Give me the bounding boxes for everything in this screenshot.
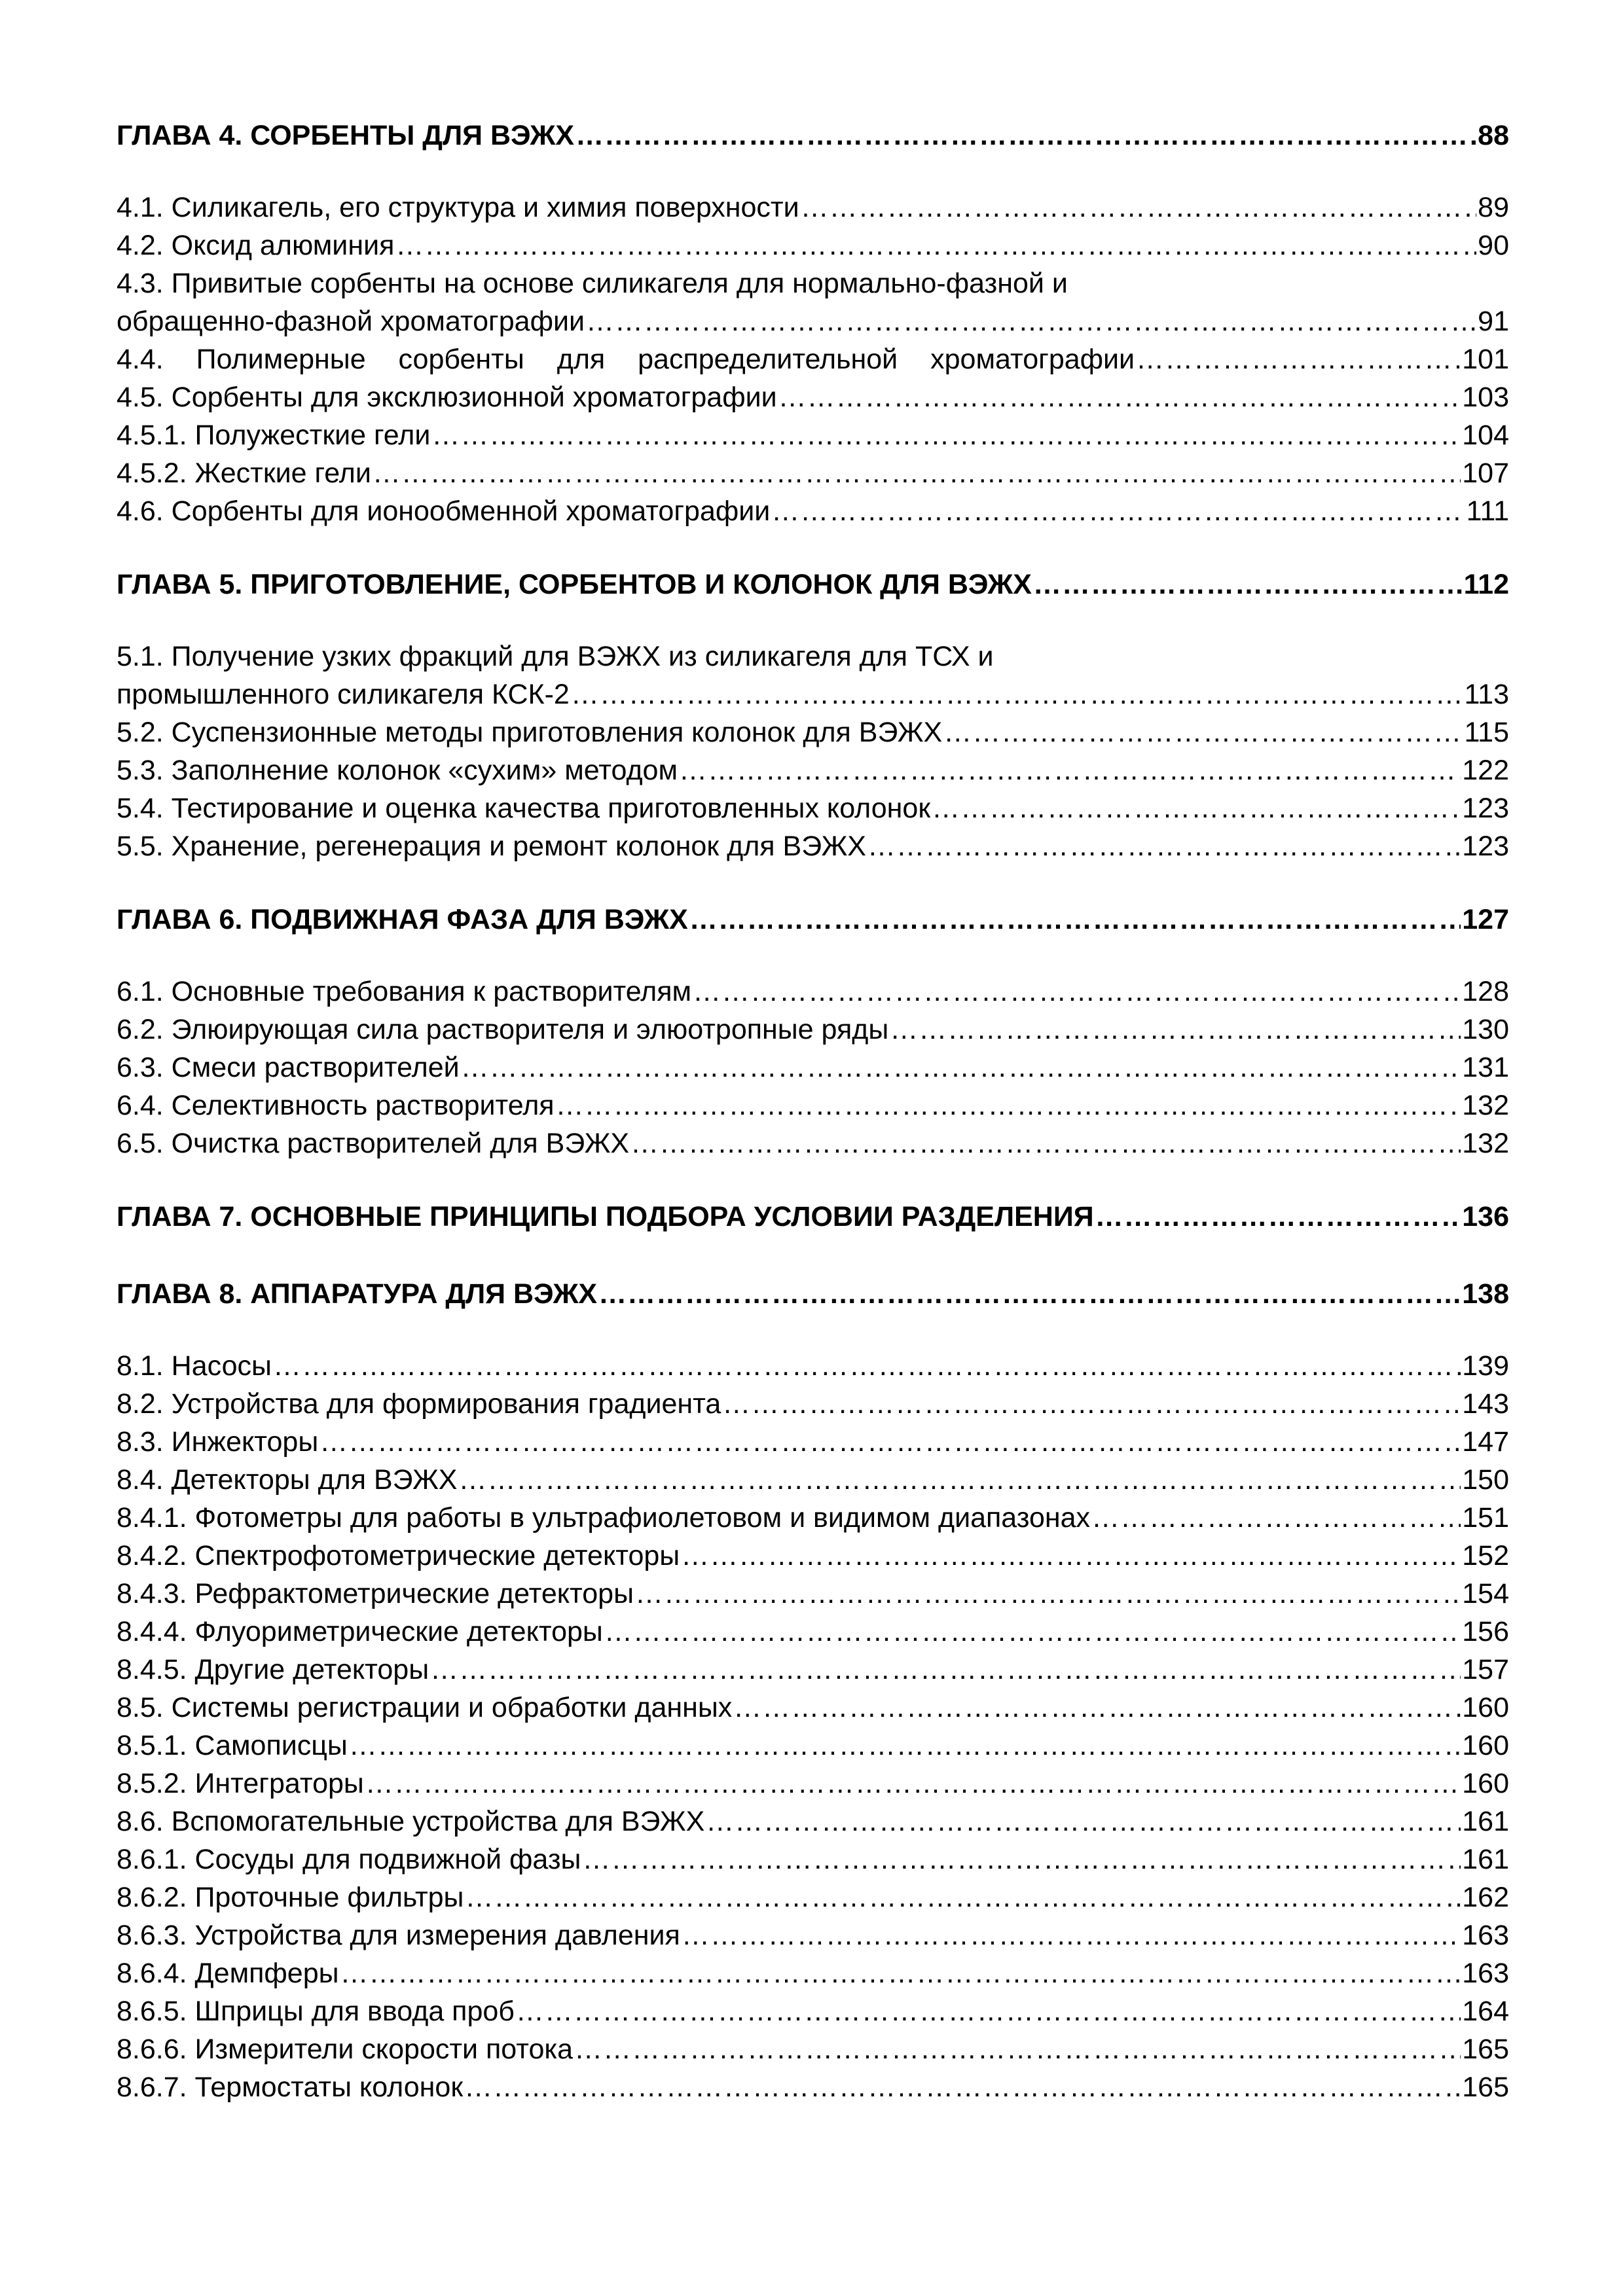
dot-leader xyxy=(867,827,1461,865)
toc-entry-page: 123 xyxy=(1462,831,1509,862)
toc-entry-page: 122 xyxy=(1462,755,1509,786)
toc-entry-8-6-3 xyxy=(117,1916,1509,1954)
dot-leader xyxy=(431,416,1461,454)
dot-leader xyxy=(586,302,1476,340)
toc-entry-title: 8.1. Насосы xyxy=(117,1350,272,1382)
toc-entry-page: 104 xyxy=(1462,420,1509,451)
dot-leader xyxy=(801,188,1477,226)
toc-entry-5-5 xyxy=(117,827,1509,865)
dot-leader xyxy=(461,1049,1461,1086)
toc-entry-8-1 xyxy=(117,1347,1509,1385)
toc-entry-title: ГЛАВА 6. ПОДВИЖНАЯ ФАЗА ДЛЯ ВЭЖХ xyxy=(117,904,688,935)
toc-entry-page: 138 xyxy=(1462,1278,1509,1310)
dot-leader xyxy=(273,1347,1461,1385)
toc-entry-5-2 xyxy=(117,713,1509,751)
dot-leader xyxy=(722,1385,1461,1423)
toc-entry-8-4-2 xyxy=(117,1537,1509,1575)
toc-entry-title: 5.3. Заполнение колонок «сухим» методом xyxy=(117,755,678,786)
dot-leader xyxy=(630,1124,1461,1162)
toc-entry-title: 5.1. Получение узких фракций для ВЭЖХ из силикагеля для ТСХ и xyxy=(117,641,994,672)
toc-entry-title: 8.5.2. Интеграторы xyxy=(117,1768,364,1799)
toc-entry-page: 163 xyxy=(1462,1958,1509,1989)
toc-entry-page: 165 xyxy=(1462,2072,1509,2103)
toc-entry-page: 147 xyxy=(1462,1426,1509,1458)
toc-entry-title: 8.3. Инжекторы xyxy=(117,1426,319,1458)
dot-leader xyxy=(604,1613,1461,1651)
dot-leader xyxy=(693,973,1461,1011)
dot-leader xyxy=(464,2068,1461,2106)
toc-entry-title: 8.4. Детекторы для ВЭЖХ xyxy=(117,1464,458,1496)
dot-leader xyxy=(1136,340,1461,378)
toc-entry-page: 90 xyxy=(1478,230,1509,261)
toc-entry-title: ГЛАВА 8. АППАРАТУРА ДЛЯ ВЭЖХ xyxy=(117,1278,598,1310)
toc-entry-title: 8.6.2. Проточные фильтры xyxy=(117,1882,464,1913)
toc-entry-title: 4.1. Силикагель, его структура и химия поверхности xyxy=(117,192,799,223)
toc-chapter-5 xyxy=(117,562,1509,607)
toc-entry-title: 5.4. Тестирование и оценка качества приготовленных колонок xyxy=(117,793,931,824)
dot-leader xyxy=(575,113,1476,158)
dot-leader xyxy=(365,1765,1461,1803)
toc-entry-8-6-1 xyxy=(117,1840,1509,1878)
toc-entry-title: ГЛАВА 5. ПРИГОТОВЛЕНИЕ, СОРБЕНТОВ И КОЛОНОК ДЛЯ ВЭЖХ xyxy=(117,569,1032,600)
toc-entry-page: 88 xyxy=(1478,120,1509,151)
toc-chapter-4 xyxy=(117,113,1509,158)
toc-entry-4-4 xyxy=(117,340,1509,378)
dot-leader xyxy=(943,713,1463,751)
toc-entry-5-1-line2 xyxy=(117,675,1509,713)
toc-entry-page: 115 xyxy=(1464,717,1509,748)
toc-entry-8-6-2 xyxy=(117,1878,1509,1916)
dot-leader xyxy=(1033,562,1463,607)
dot-leader xyxy=(598,1271,1461,1317)
toc-entry-8-4 xyxy=(117,1461,1509,1499)
toc-entry-title: 5.2. Суспензионные методы приготовления колонок для ВЭЖХ xyxy=(117,717,943,748)
toc-entry-page: 160 xyxy=(1462,1768,1509,1799)
dot-leader xyxy=(1095,1194,1461,1240)
dot-leader xyxy=(458,1461,1461,1499)
toc-entry-page: 165 xyxy=(1462,2034,1509,2065)
toc-entry-8-6-5 xyxy=(117,1992,1509,2030)
toc-entry-page: 150 xyxy=(1462,1464,1509,1496)
toc-entry-page: 136 xyxy=(1462,1201,1509,1232)
dot-leader xyxy=(682,1916,1461,1954)
dot-leader xyxy=(679,751,1461,789)
dot-leader xyxy=(556,1086,1461,1124)
toc-entry-page: 160 xyxy=(1462,1730,1509,1761)
toc-entry-title: 8.2. Устройства для формирования градиента xyxy=(117,1388,721,1420)
toc-entry-title: 8.4.4. Флуориметрические детекторы xyxy=(117,1616,603,1647)
toc-entry-5-3 xyxy=(117,751,1509,789)
toc-entry-title: 6.1. Основные требования к растворителям xyxy=(117,976,692,1007)
toc-entry-title: 8.6.6. Измерители скорости потока xyxy=(117,2034,574,2065)
toc-entry-title: 4.5. Сорбенты для эксклюзионной хроматографии xyxy=(117,382,777,413)
toc-entry-page: 101 xyxy=(1462,344,1509,375)
toc-chapter-6 xyxy=(117,897,1509,942)
dot-leader xyxy=(319,1423,1461,1461)
toc-entry-4-3-line1 xyxy=(117,264,1509,302)
toc-entry-8-3 xyxy=(117,1423,1509,1461)
toc-entry-title: 4.6. Сорбенты для ионообменной хроматографии xyxy=(117,495,771,527)
toc-entry-title: 6.3. Смеси растворителей xyxy=(117,1052,460,1083)
toc-entry-page: 143 xyxy=(1462,1388,1509,1420)
dot-leader xyxy=(582,1840,1461,1878)
toc-entry-page: 162 xyxy=(1462,1882,1509,1913)
toc-entry-page: 103 xyxy=(1462,382,1509,413)
toc-entry-title: 8.6.5. Шприцы для ввода проб xyxy=(117,1996,515,2027)
toc-entry-title: 8.6.4. Демпферы xyxy=(117,1958,339,1989)
toc-entry-8-4-5 xyxy=(117,1651,1509,1689)
toc-entry-4-5-2 xyxy=(117,454,1509,492)
toc-entry-title: ГЛАВА 7. ОСНОВНЫЕ ПРИНЦИПЫ ПОДБОРА УСЛОВИИ РАЗДЕЛЕНИЯ xyxy=(117,1201,1094,1232)
toc-entry-title: 4.2. Оксид алюминия xyxy=(117,230,395,261)
toc-entry-title: 4.4. Полимерные сорбенты для распределительной хроматографии xyxy=(117,344,1135,375)
toc-entry-8-6-6 xyxy=(117,2030,1509,2068)
toc-entry-title: 8.6.3. Устройства для измерения давления xyxy=(117,1920,680,1951)
toc-entry-8-5-2 xyxy=(117,1765,1509,1803)
toc-entry-6-2 xyxy=(117,1011,1509,1049)
toc-entry-page: 128 xyxy=(1462,976,1509,1007)
toc-entry-8-6-4 xyxy=(117,1954,1509,1992)
toc-entry-6-1 xyxy=(117,973,1509,1011)
toc-entry-title: 5.5. Хранение, регенерация и ремонт колонок для ВЭЖХ xyxy=(117,831,866,862)
toc-entry-title: 8.4.3. Рефрактометрические детекторы xyxy=(117,1578,634,1609)
toc-entry-title: 8.6.7. Термостаты колонок xyxy=(117,2072,464,2103)
toc-entry-8-5-1 xyxy=(117,1727,1509,1765)
dot-leader xyxy=(465,1878,1461,1916)
toc-entry-title: 8.4.5. Другие детекторы xyxy=(117,1654,429,1685)
toc-entry-8-6 xyxy=(117,1803,1509,1840)
toc-entry-page: 161 xyxy=(1462,1806,1509,1837)
dot-leader xyxy=(932,789,1461,827)
toc-entry-6-3 xyxy=(117,1049,1509,1086)
toc-entry-page: 157 xyxy=(1462,1654,1509,1685)
toc-entry-8-5 xyxy=(117,1689,1509,1727)
dot-leader xyxy=(395,226,1476,264)
toc-entry-title: 8.4.1. Фотометры для работы в ультрафиолетовом и видимом диапазонах xyxy=(117,1502,1091,1534)
toc-chapter-7 xyxy=(117,1194,1509,1240)
toc-entry-4-5-1 xyxy=(117,416,1509,454)
toc-entry-6-4 xyxy=(117,1086,1509,1124)
toc-entry-title: 6.4. Селективность растворителя xyxy=(117,1090,555,1121)
toc-entry-page: 113 xyxy=(1464,679,1509,710)
toc-entry-page: 152 xyxy=(1462,1540,1509,1571)
toc-entry-page: 131 xyxy=(1462,1052,1509,1083)
toc-entry-page: 111 xyxy=(1466,495,1509,527)
dot-leader xyxy=(1091,1499,1461,1537)
toc-entry-page: 130 xyxy=(1462,1014,1509,1045)
toc-entry-4-2 xyxy=(117,226,1509,264)
toc-entry-page: 127 xyxy=(1462,904,1509,935)
dot-leader xyxy=(635,1575,1461,1613)
toc-entry-page: 164 xyxy=(1462,1996,1509,2027)
dot-leader xyxy=(340,1954,1461,1992)
toc-entry-8-4-4 xyxy=(117,1613,1509,1651)
dot-leader xyxy=(349,1727,1461,1765)
toc-entry-page: 156 xyxy=(1462,1616,1509,1647)
toc-entry-5-1-line1 xyxy=(117,637,1509,675)
toc-entry-title: промышленного силикагеля КСК-2 xyxy=(117,679,570,710)
toc-entry-title: 8.6. Вспомогательные устройства для ВЭЖХ xyxy=(117,1806,705,1837)
toc-entry-page: 132 xyxy=(1462,1128,1509,1159)
toc-entry-page: 89 xyxy=(1478,192,1509,223)
toc-entry-title: 8.5.1. Самописцы xyxy=(117,1730,348,1761)
toc-entry-title: обращенно-фазной хроматографии xyxy=(117,306,585,337)
toc-entry-page: 91 xyxy=(1478,306,1509,337)
toc-entry-8-6-7 xyxy=(117,2068,1509,2106)
toc-entry-title: 4.5.2. Жесткие гели xyxy=(117,457,371,489)
toc-entry-page: 163 xyxy=(1462,1920,1509,1951)
dot-leader xyxy=(689,897,1461,942)
toc-entry-5-4 xyxy=(117,789,1509,827)
toc-entry-page: 107 xyxy=(1462,457,1509,489)
toc-entry-4-1 xyxy=(117,188,1509,226)
dot-leader xyxy=(890,1011,1461,1049)
toc-entry-title: 4.5.1. Полужесткие гели xyxy=(117,420,431,451)
dot-leader xyxy=(706,1803,1461,1840)
toc-entry-title: 8.5. Системы регистрации и обработки данных xyxy=(117,1692,733,1723)
dot-leader xyxy=(681,1537,1461,1575)
dot-leader xyxy=(771,492,1465,530)
toc-entry-8-4-3 xyxy=(117,1575,1509,1613)
dot-leader xyxy=(571,675,1463,713)
toc-entry-title: ГЛАВА 4. СОРБЕНТЫ ДЛЯ ВЭЖХ xyxy=(117,120,575,151)
toc-entry-page: 112 xyxy=(1463,569,1509,600)
toc-entry-page: 160 xyxy=(1462,1692,1509,1723)
toc-chapter-8 xyxy=(117,1271,1509,1317)
toc-entry-4-5 xyxy=(117,378,1509,416)
toc-entry-page: 123 xyxy=(1462,793,1509,824)
dot-leader xyxy=(516,1992,1461,2030)
toc-entry-8-4-1 xyxy=(117,1499,1509,1537)
toc-entry-title: 6.2. Элюирующая сила растворителя и элюотропные ряды xyxy=(117,1014,889,1045)
table-of-contents xyxy=(117,113,1509,2106)
dot-leader xyxy=(430,1651,1461,1689)
toc-entry-page: 151 xyxy=(1462,1502,1509,1534)
toc-entry-page: 132 xyxy=(1462,1090,1509,1121)
toc-entry-title: 8.6.1. Сосуды для подвижной фазы xyxy=(117,1844,581,1875)
dot-leader xyxy=(574,2030,1461,2068)
toc-entry-page: 154 xyxy=(1462,1578,1509,1609)
toc-entry-title: 4.3. Привитые сорбенты на основе силикагеля для нормально-фазной и xyxy=(117,268,1068,299)
toc-entry-4-3-line2 xyxy=(117,302,1509,340)
dot-leader xyxy=(733,1689,1461,1727)
toc-entry-6-5 xyxy=(117,1124,1509,1162)
dot-leader xyxy=(373,454,1461,492)
toc-entry-page: 139 xyxy=(1462,1350,1509,1382)
toc-entry-4-6 xyxy=(117,492,1509,530)
toc-entry-8-2 xyxy=(117,1385,1509,1423)
dot-leader xyxy=(778,378,1461,416)
toc-entry-title: 6.5. Очистка растворителей для ВЭЖХ xyxy=(117,1128,630,1159)
toc-entry-title: 8.4.2. Спектрофотометрические детекторы xyxy=(117,1540,680,1571)
toc-entry-page: 161 xyxy=(1462,1844,1509,1875)
